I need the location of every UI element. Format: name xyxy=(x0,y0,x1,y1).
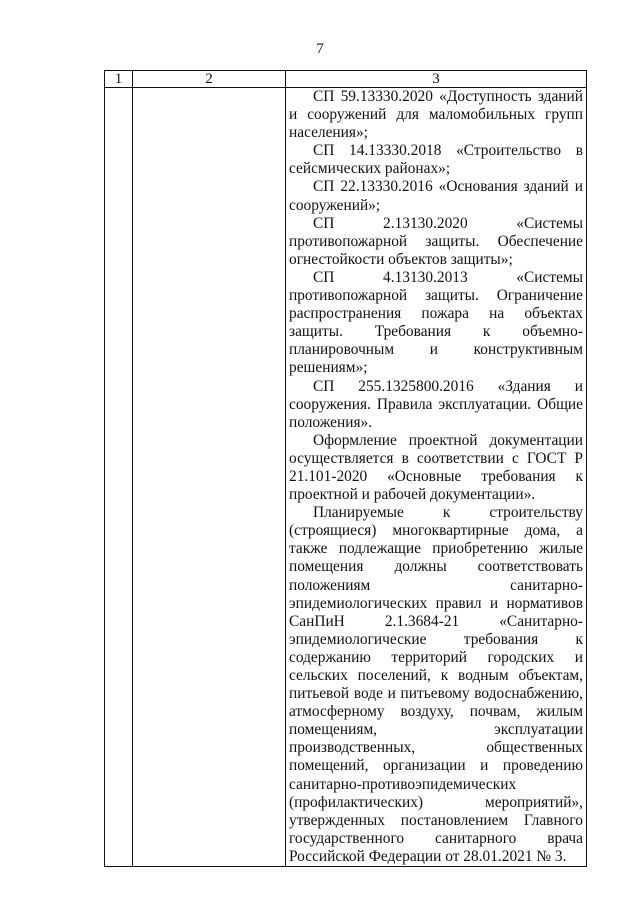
paragraph-sanpin: Планируемые к строительству (строящиеся) многоквартирные дома, а также подлежащие приобретению жилые помещения должны соответствовать положениям санитарно-эпидемиологических правил и нормативов СанПиН 2.1.3684-21 «Санитарно-эпидемиологические требования к содержанию территорий городских и сельских поселений, к водным объектам, питьевой воде и питьевому водоснабжению, атмосферному воздуху, почвам, жилым помещениям, эксплуатации производственных, общественных помещений, организации и проведению санитарно-противоэпидемических (профилактических) мероприятий», утвержденных постановлением Главного государственного санитарного врача Российской Федерации от 28.01.2021 № 3. xyxy=(289,504,583,865)
paragraph-gost: Оформление проектной документации осуществляется в соответствии с ГОСТ Р 21.101-2020 «Основные требования к проектной и рабочей документации». xyxy=(289,431,583,504)
table-header-row xyxy=(105,71,587,88)
table-cell-col3 xyxy=(286,88,587,867)
table-cell-col2 xyxy=(133,88,286,867)
table-cell-col1 xyxy=(105,88,133,867)
table-row xyxy=(105,88,587,867)
cell-content xyxy=(286,88,586,866)
column-header-1: 1 xyxy=(105,71,133,88)
column-header-2: 2 xyxy=(133,71,286,88)
paragraph-sp-14: СП 14.13330.2018 «Строительство в сейсмических районах»; xyxy=(289,142,583,178)
paragraph-sp-2: СП 2.13130.2020 «Системы противопожарной защиты. Обеспечение огнестойкости объектов защиты»; xyxy=(289,214,583,268)
requirements-table xyxy=(104,70,587,867)
page-number: 7 xyxy=(316,41,324,57)
paragraph-sp-59: СП 59.13330.2020 «Доступность зданий и сооружений для маломобильных групп населения»; xyxy=(289,88,583,142)
column-header-3: 3 xyxy=(286,71,587,88)
paragraph-sp-255: СП 255.1325800.2016 «Здания и сооружения. Правила эксплуатации. Общие положения». xyxy=(289,377,583,431)
paragraph-sp-22: СП 22.13330.2016 «Основания зданий и сооружений»; xyxy=(289,178,583,214)
paragraph-sp-4: СП 4.13130.2013 «Системы противопожарной защиты. Ограничение распространения пожара на объектах защиты. Требования к объемно-планировочным и конструктивным решениям»; xyxy=(289,268,583,377)
